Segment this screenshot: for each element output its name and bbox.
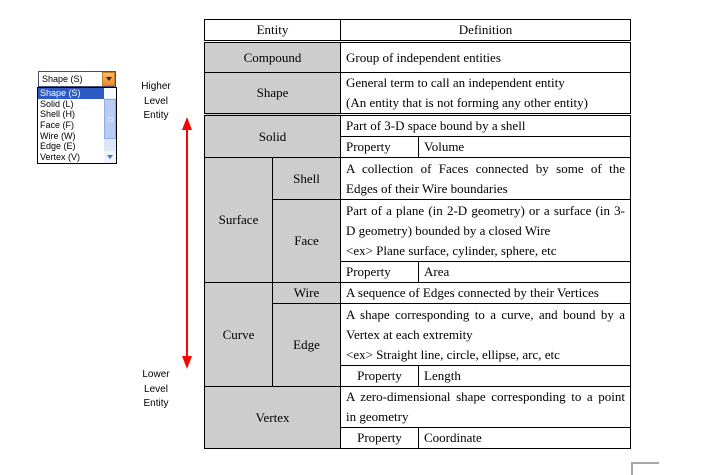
- definition-line: A shape corresponding to a curve, and bound by a: [346, 306, 625, 322]
- dropdown-item-vertex[interactable]: Vertex (V): [40, 152, 81, 163]
- combobox-dropdown-button[interactable]: [102, 72, 115, 86]
- definition-line: A collection of Faces connected by some of the: [346, 160, 625, 176]
- table-row: [205, 115, 631, 137]
- lower-level-label: [124, 368, 188, 412]
- table-row: [205, 283, 631, 304]
- dropdown-item-wire[interactable]: Wire (W): [40, 130, 76, 141]
- definition-line: in geometry: [346, 409, 409, 424]
- table-row: [205, 158, 631, 200]
- scrollbar-grip-icon: [108, 117, 113, 122]
- definition-line: Group of independent entities: [346, 49, 501, 65]
- definition-cell-wire: [341, 283, 631, 304]
- definition-line: A zero-dimensional shape corresponding to a point: [346, 389, 625, 404]
- dropdown-item-shape[interactable]: Shape (S): [38, 88, 104, 99]
- definition-line: Part of a plane (in 2-D geometry) or a surface (in 3-: [346, 202, 625, 218]
- property-label-solid: Property: [341, 137, 419, 158]
- chevron-down-icon: [106, 77, 112, 81]
- label-line: Higher: [141, 81, 171, 92]
- dropdown-items: [38, 88, 104, 163]
- dropdown-item-face[interactable]: Face (F): [40, 120, 75, 131]
- dropdown-item-edge[interactable]: Edge (E): [40, 141, 76, 152]
- definition-cell-compound: [341, 42, 631, 73]
- property-label-face: Property: [341, 262, 419, 283]
- entity-cell-surface: Surface: [205, 158, 273, 283]
- entity-cell-shell: Shell: [273, 158, 341, 200]
- definition-line: <ex> Plane surface, cylinder, sphere, etc: [346, 242, 557, 258]
- definition-line: Part of 3-D space bound by a shell: [346, 118, 526, 133]
- definition-cell-face: [341, 200, 631, 262]
- definition-cell-shape: [341, 73, 631, 115]
- frame-corner-handle: [631, 462, 659, 475]
- entity-cell-vertex: Vertex: [205, 387, 341, 449]
- table-row: [205, 73, 631, 115]
- scroll-down-button[interactable]: [104, 151, 116, 163]
- table-row: [205, 387, 631, 428]
- property-label-vertex: Property: [341, 428, 419, 449]
- table-header-row: [205, 20, 631, 42]
- header-entity: Entity: [205, 20, 341, 42]
- property-value-vertex: Coordinate: [419, 428, 631, 449]
- entity-cell-face: Face: [273, 200, 341, 283]
- label-line: Lower: [142, 369, 170, 380]
- entity-definition-table: [204, 19, 631, 449]
- combobox-value: Shape (S): [42, 74, 83, 84]
- definition-line: Edges of their Wire boundaries: [346, 180, 508, 196]
- definition-line: A sequence of Edges connected by their Vertices: [346, 285, 599, 300]
- definition-cell-edge: [341, 304, 631, 366]
- definition-cell-shell: [341, 158, 631, 200]
- definition-cell-vertex: [341, 387, 631, 428]
- label-line: Level: [144, 383, 168, 395]
- dropdown-item-shell[interactable]: Shell (H): [40, 109, 76, 120]
- definition-line: D geometry) bounded by a closed Wire: [346, 222, 551, 238]
- definition-cell-solid: [341, 115, 631, 137]
- entity-cell-compound: Compound: [205, 42, 341, 73]
- scrollbar-thumb[interactable]: [104, 99, 116, 139]
- property-label-edge: Property: [341, 366, 419, 387]
- definition-line: (An entity that is not forming any other entity): [346, 95, 588, 110]
- property-value-edge: Length: [419, 366, 631, 387]
- label-line: Entity: [143, 110, 169, 122]
- entity-cell-curve: Curve: [205, 283, 273, 387]
- entity-cell-solid: Solid: [205, 115, 341, 158]
- table-row: [205, 42, 631, 73]
- definition-line: Vertex at each extremity: [346, 326, 473, 342]
- entity-cell-wire: Wire: [273, 283, 341, 304]
- label-line: Entity: [143, 398, 169, 410]
- property-value-solid: Volume: [419, 137, 631, 158]
- dropdown-scrollbar[interactable]: [104, 88, 116, 163]
- property-value-face: Area: [419, 262, 631, 283]
- header-definition: Definition: [341, 20, 631, 42]
- entity-cell-shape: Shape: [205, 73, 341, 115]
- dropdown-item-solid[interactable]: Solid (L): [40, 98, 74, 109]
- definition-line: <ex> Straight line, circle, ellipse, arc, etc: [346, 346, 560, 362]
- label-line: Level: [144, 95, 168, 107]
- definition-line: General term to call an independent entity: [346, 75, 565, 90]
- scroll-up-button[interactable]: [104, 88, 116, 99]
- entity-cell-edge: Edge: [273, 304, 341, 387]
- chevron-down-icon: [107, 155, 113, 159]
- entity-combobox[interactable]: [38, 71, 116, 87]
- double-headed-arrow-icon: [179, 117, 195, 369]
- entity-dropdown-list[interactable]: [37, 87, 117, 164]
